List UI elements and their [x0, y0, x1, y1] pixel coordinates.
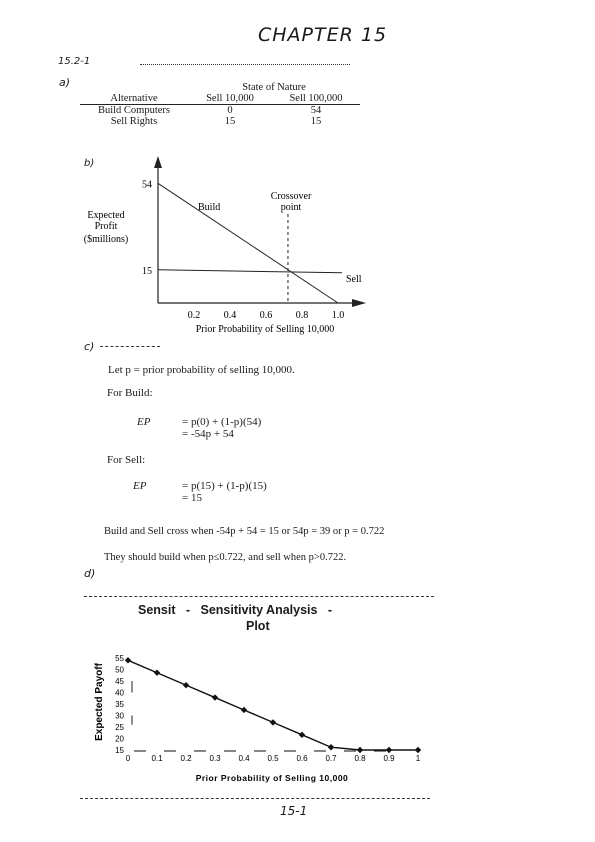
data-point [125, 657, 131, 663]
y-tick-label: 40 [115, 688, 124, 698]
page-number: 15-1 [280, 804, 308, 818]
table-row [80, 116, 360, 127]
table-cell: Sell Rights [110, 116, 158, 127]
x-tick-label: 1.0 [331, 310, 345, 321]
x-tick-label: 0.4 [223, 310, 237, 321]
y-tick-label: 54 [142, 179, 152, 191]
x-axis-label: Prior Probability of Selling 10,000 [195, 773, 349, 783]
x-tick-label: 0.6 [259, 310, 273, 321]
data-point [386, 747, 392, 753]
data-point [154, 670, 160, 676]
y-tick-label: 15 [142, 265, 152, 277]
plot-bottom-dash [80, 798, 430, 799]
x-tick-label: 0.8 [354, 754, 366, 763]
y-axis-label: Profit [94, 221, 118, 232]
x-tick-label: 0.1 [151, 754, 163, 763]
data-point [241, 707, 247, 713]
sell-heading: For Sell: [107, 454, 146, 466]
table-col-header: Sell 10,000 [206, 93, 254, 104]
payoff-line [128, 660, 418, 750]
x-axis-arrow [352, 299, 366, 307]
build-equation-1: = p(0) + (1-p)(54) [182, 416, 262, 428]
y-axis-label: Expected [87, 210, 125, 221]
x-tick-label: 0.2 [187, 310, 201, 321]
x-tick-label: 0 [125, 754, 131, 763]
y-tick-label: 30 [115, 711, 124, 721]
crossover-equation: Build and Sell cross when -54p + 54 = 15 or 54p = 39 or p = 0.722 [104, 526, 385, 537]
y-tick-label: 55 [115, 654, 124, 663]
data-point [328, 744, 334, 750]
sell-line [158, 270, 342, 273]
x-tick-label: 0.7 [325, 754, 337, 763]
x-tick-label: 0.6 [296, 754, 308, 763]
chapter-heading: CHAPTER 15 [258, 24, 388, 46]
data-point [299, 732, 305, 738]
y-axis-arrow [154, 156, 162, 168]
table-cell: 54 [310, 105, 322, 116]
payoff-table [80, 82, 360, 127]
crossover-annotation: Crossover [270, 191, 312, 202]
part-c-dash [100, 346, 160, 347]
build-equation-2: = -54p + 54 [182, 428, 234, 440]
table-col-header: Sell 100,000 [289, 93, 343, 104]
build-ep-label: EP [137, 416, 151, 428]
table-cell: 15 [224, 116, 236, 127]
sell-ep-label: EP [133, 480, 147, 492]
x-tick-label: 0.8 [295, 310, 309, 321]
sensitivity-chart [84, 640, 444, 790]
table-cell: Build Computers [97, 105, 171, 116]
y-axis-label: ($millions) [83, 234, 129, 245]
part-a-label: a) [59, 76, 71, 89]
build-series-label: Build [198, 202, 221, 213]
table-cell: 0 [227, 105, 233, 116]
table-cell: 15 [310, 116, 322, 127]
y-axis-label: Expected Payoff [94, 663, 105, 741]
data-point [415, 747, 421, 753]
decision-conclusion: They should build when p≤0.722, and sell when p>0.722. [104, 552, 347, 563]
x-tick-label: 0.9 [383, 754, 395, 763]
x-axis-label: Prior Probability of Selling 10,000 [195, 324, 335, 335]
sell-equation-1: = p(15) + (1-p)(15) [182, 480, 267, 492]
data-point [357, 747, 363, 753]
part-c-label: c) [84, 340, 95, 353]
sell-equation-2: = 15 [182, 492, 202, 504]
x-tick-label: 0.5 [267, 754, 279, 763]
x-tick-label: 0.4 [238, 754, 250, 763]
x-tick-label: 0.3 [209, 754, 221, 763]
data-point [212, 694, 218, 700]
y-tick-label: 25 [115, 723, 124, 732]
sensitivity-title: Sensit - Sensitivity Analysis - [138, 603, 333, 617]
crossover-annotation: point [280, 202, 302, 213]
x-tick-label: 1 [415, 754, 421, 763]
state-of-nature-header: State of Nature [242, 82, 306, 93]
definition-text: Let p = prior probability of selling 10,000. [108, 364, 295, 376]
data-point [183, 682, 189, 688]
header-dash-line [140, 64, 350, 65]
y-tick-label: 50 [115, 665, 124, 675]
decision-chart [80, 150, 390, 340]
part-b-label: b) [84, 158, 95, 169]
problem-number: 15.2-1 [58, 56, 91, 67]
x-tick-label: 0.2 [180, 754, 192, 763]
y-tick-label: 20 [115, 734, 124, 744]
y-tick-label: 35 [115, 700, 124, 709]
sell-series-label: Sell [346, 274, 362, 285]
table-row [80, 105, 360, 117]
y-tick-label: 15 [115, 746, 124, 755]
data-point [270, 719, 276, 725]
y-tick-label: 45 [115, 677, 124, 686]
plot-top-dash [84, 596, 434, 597]
build-heading: For Build: [107, 387, 153, 399]
sensitivity-subtitle: Plot [246, 619, 270, 633]
table-col-header: Alternative [110, 93, 158, 104]
part-d-label: d) [84, 567, 96, 580]
